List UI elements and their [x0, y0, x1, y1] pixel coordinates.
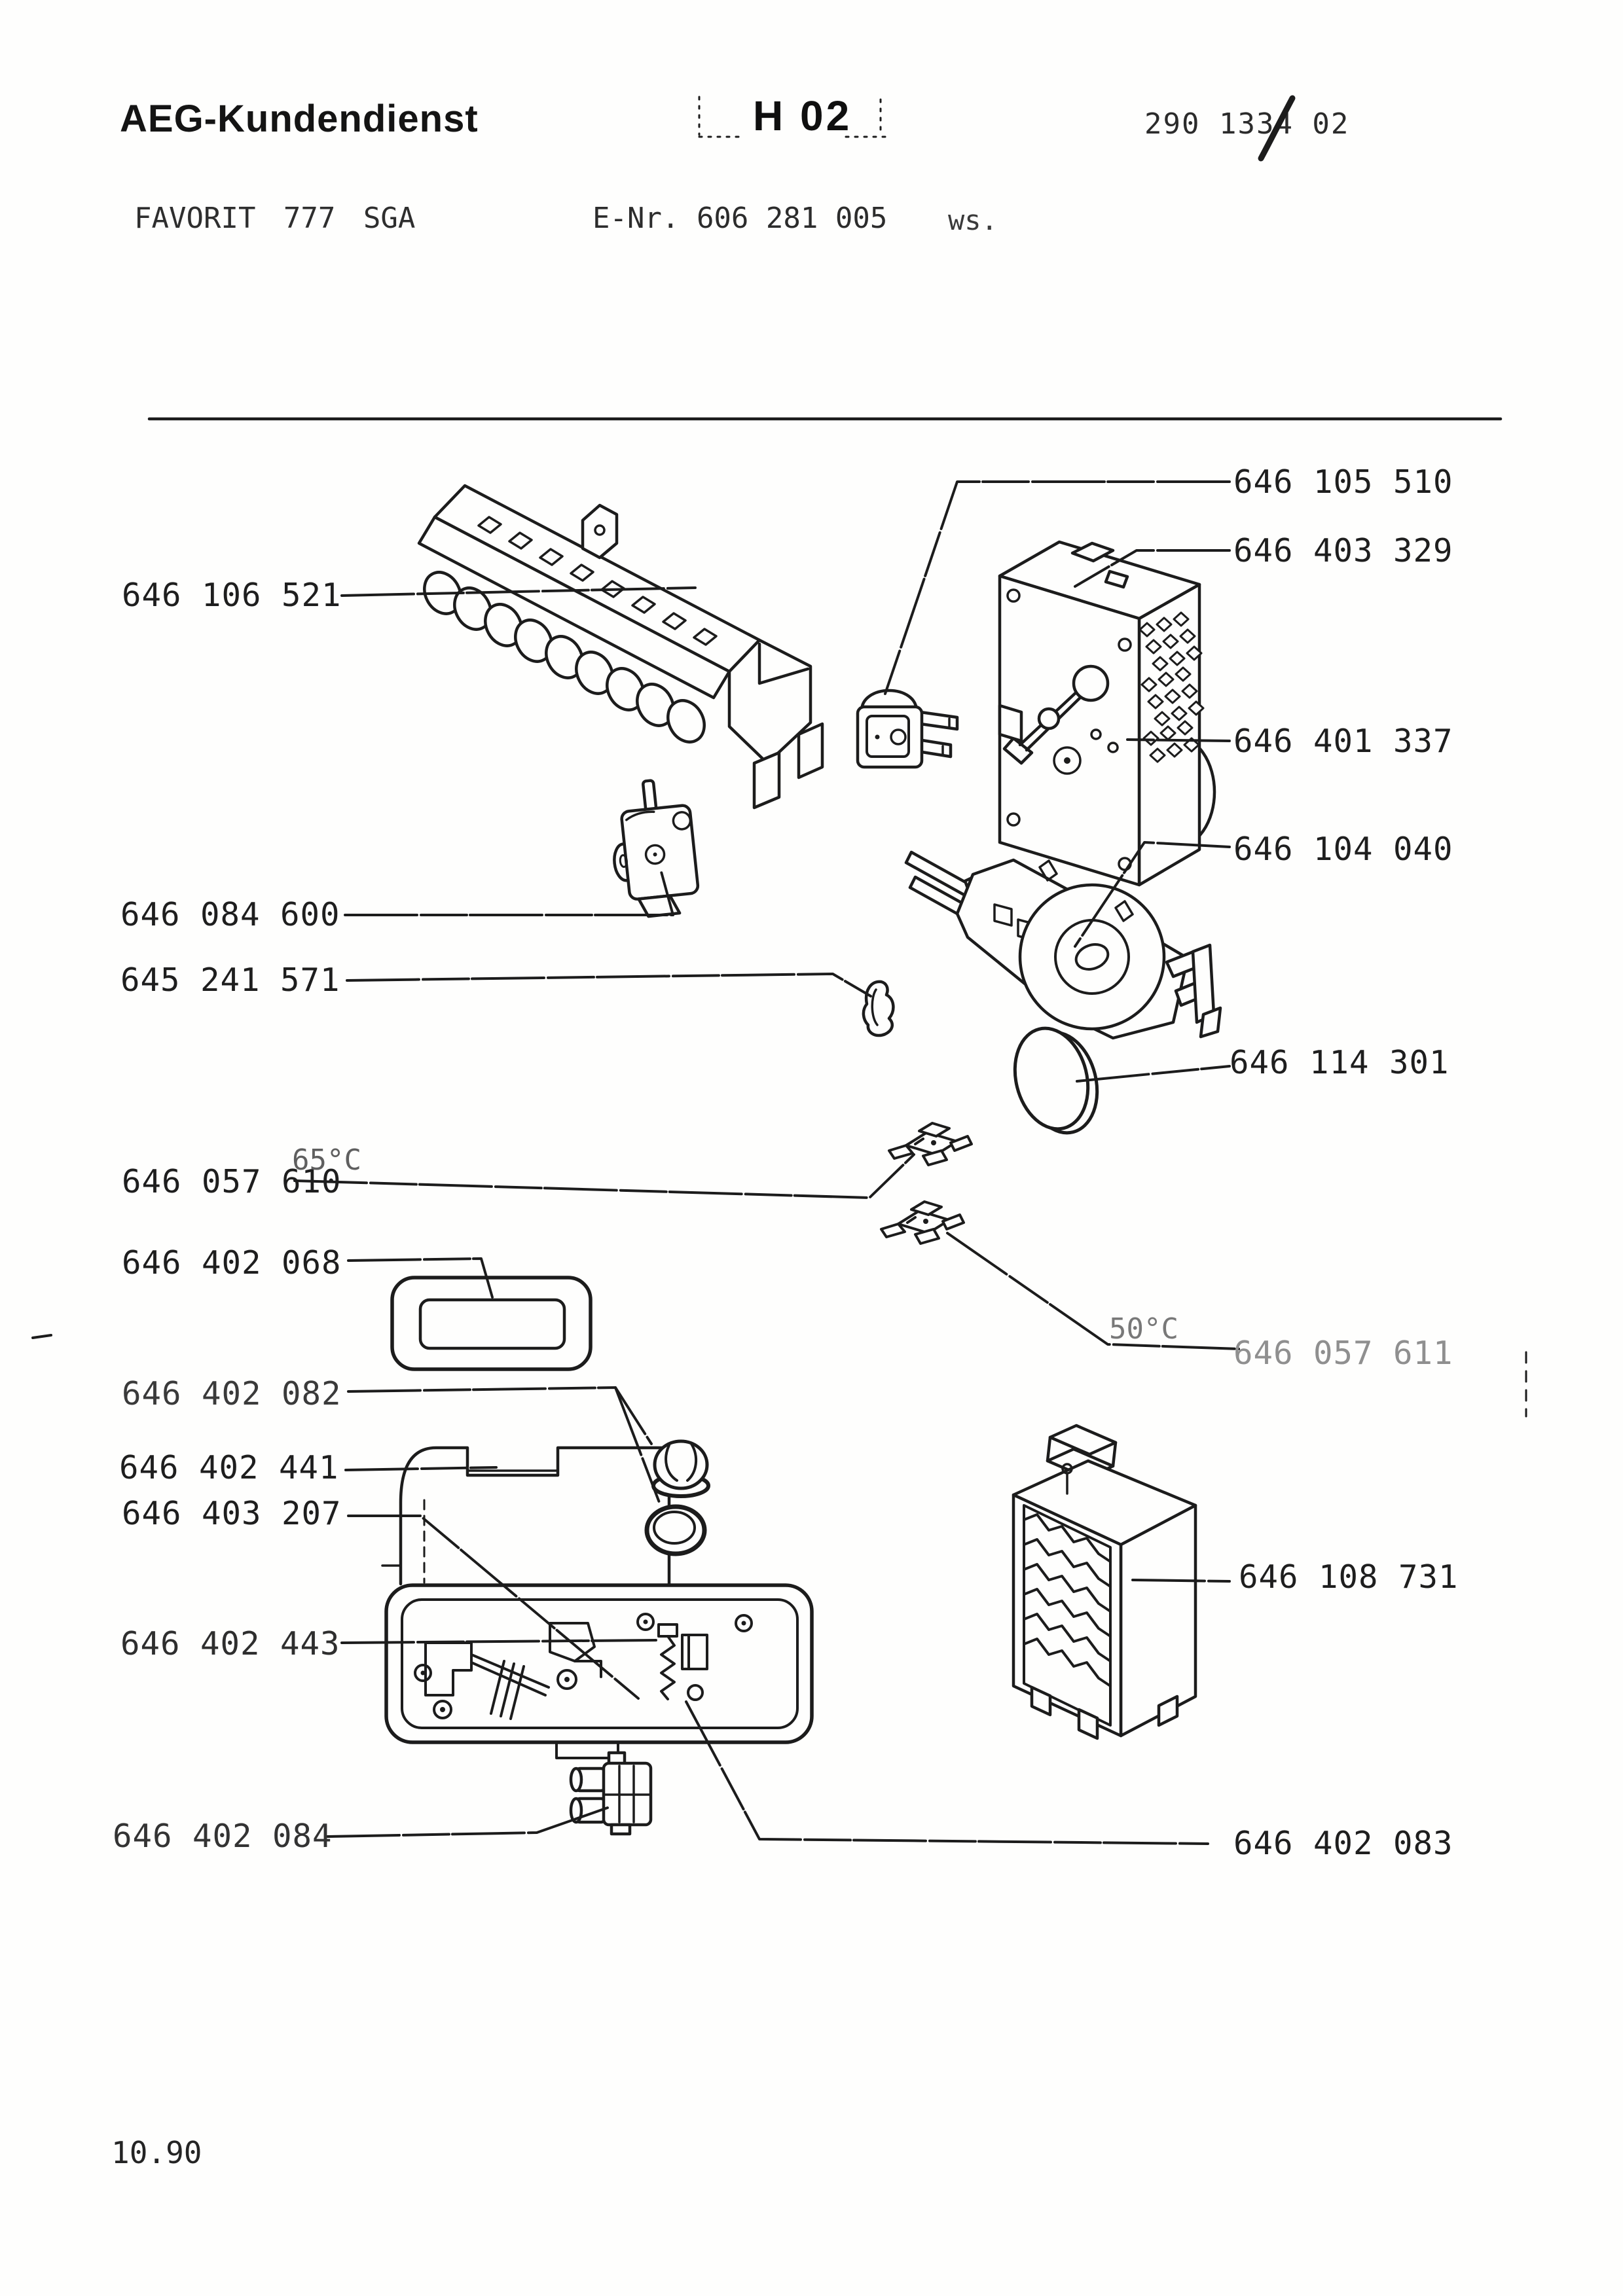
model-name: FAVORIT 777 SGA — [134, 202, 416, 235]
callout-646-106-521: 646 106 521 — [122, 577, 342, 614]
callout-646-114-301: 646 114 301 — [1230, 1044, 1450, 1081]
annotation-50c: 50°C — [1109, 1312, 1178, 1346]
e-number: E-Nr. 606 281 005 — [593, 202, 888, 235]
callout-645-241-571: 645 241 571 — [120, 961, 340, 999]
callout-646-057-610: 646 057 610 — [122, 1163, 342, 1200]
callout-646-105-510: 646 105 510 — [1233, 463, 1453, 501]
color-code: ws. — [948, 204, 998, 236]
callout-646-402-083: 646 402 083 — [1233, 1825, 1453, 1862]
callout-646-402-441: 646 402 441 — [119, 1449, 339, 1486]
callout-646-402-068: 646 402 068 — [122, 1244, 342, 1282]
doc-number-struck-digit: 4 — [1275, 107, 1294, 141]
callout-646-108-731: 646 108 731 — [1239, 1558, 1459, 1596]
callout-646-104-040: 646 104 040 — [1233, 831, 1453, 868]
brand-title: AEG-Kundendienst — [120, 98, 479, 140]
callout-646-402-443: 646 402 443 — [120, 1625, 340, 1662]
callout-646-057-611: 646 057 611 — [1233, 1335, 1453, 1372]
doc-number-prefix: 290 133 — [1144, 107, 1275, 141]
doc-number-suffix: 02 — [1293, 107, 1350, 141]
callout-646-402-084: 646 402 084 — [113, 1818, 333, 1855]
callout-646-084-600: 646 084 600 — [120, 896, 340, 933]
annotation-65c: 65°C — [292, 1143, 361, 1177]
callout-646-403-207: 646 403 207 — [122, 1495, 342, 1532]
callout-646-402-082: 646 402 082 — [122, 1375, 342, 1412]
section-code: H 02 — [753, 92, 852, 139]
callout-646-403-329: 646 403 329 — [1233, 532, 1453, 569]
footer-date-code: 10.90 — [111, 2135, 202, 2170]
callout-646-401-337: 646 401 337 — [1233, 723, 1453, 760]
